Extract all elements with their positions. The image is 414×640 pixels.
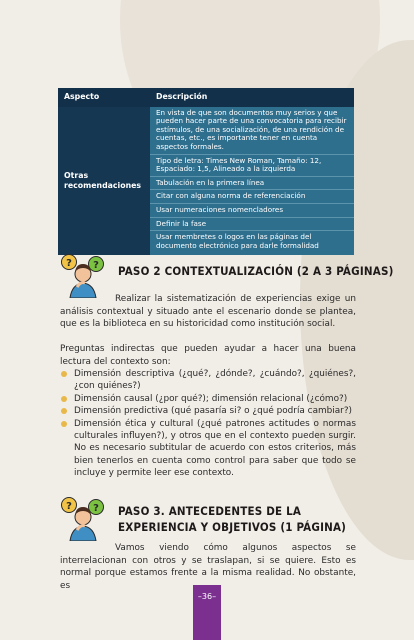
step2-bullet-list (60, 368, 356, 480)
header-description: Descripción (150, 88, 354, 107)
person-thinking-question-icon (60, 252, 106, 298)
svg-text:?: ? (66, 258, 72, 269)
step2-paragraph-2: Preguntas indirectas que pueden ayudar a hacer una buena lectura del contexto son: (60, 344, 356, 367)
table-cell: Tipo de letra: Times New Roman, Tamaño: 12, Espaciado: 1,5, Alineado a la izquierda (150, 154, 354, 176)
row-label: Otras recomendaciones (58, 107, 150, 256)
svg-text:?: ? (93, 260, 99, 271)
header-aspect: Aspecto (58, 88, 150, 107)
table-cell: Tabulación en la primera línea (150, 176, 354, 190)
table-cell: Usar numeraciones nomencladores (150, 203, 354, 217)
recommendations-table (58, 88, 354, 255)
table-cell: Usar membretes o logos en las páginas del documento electrónico para darle formalidad (150, 231, 354, 256)
person-thinking-question-icon (60, 495, 106, 541)
svg-text:?: ? (93, 503, 99, 514)
step2-title: PASO 2 CONTEXTUALIZACIÓN (2 A 3 PÁGINAS) (118, 264, 394, 278)
step3-title: PASO 3. ANTECEDENTES DE LA EXPERIENCIA Y OBJETIVOS (1 PÁGINA) (118, 504, 347, 534)
list-item: Dimensión causal (¿por qué?); dimensión relacional (¿cómo?) (60, 393, 356, 405)
list-item: Dimensión descriptiva (¿qué?, ¿dónde?, ¿cuándo?, ¿quiénes?, ¿con quiénes?) (60, 368, 356, 393)
svg-text:?: ? (66, 501, 72, 512)
table-cell: Citar con alguna norma de referenciación (150, 190, 354, 204)
table-cell: En vista de que son documentos muy serios y que pueden hacer parte de una convocatoria para recibir estímulos, de una socialización, de una rendición de cuentas, etc., es importante tener en cuenta aspectos formales. (150, 107, 354, 154)
list-item: Dimensión predictiva (qué pasaría si? o ¿qué podría cambiar?) (60, 405, 356, 417)
list-item: Dimensión ética y cultural (¿qué patrones actitudes o normas culturales influyen?), y otros que en el contexto pueden surgir. No es necesario subtitular de acuerdo con estos criterios, más bien tenerlos en cuenta como control para saber que todo se incluye y permite leer ese contexto. (60, 418, 356, 480)
table-header-row (58, 88, 354, 107)
step2-paragraph-1: Realizar la sistematización de experiencias exige un análisis contextual y situado ante el escenario donde se plantea, que es la biblioteca en su historicidad como institución social. (60, 294, 356, 330)
table-cell: Definir la fase (150, 217, 354, 231)
page-number-tab (193, 585, 221, 640)
table-row (58, 107, 354, 154)
page-number: –36– (197, 592, 217, 601)
step3-paragraph: Vamos viendo cómo algunos aspectos se interrelacionan con otros y se traslapan, si se quiere. Esto es normal porque estamos frente a la misma realidad. No obstante, es (60, 543, 356, 591)
